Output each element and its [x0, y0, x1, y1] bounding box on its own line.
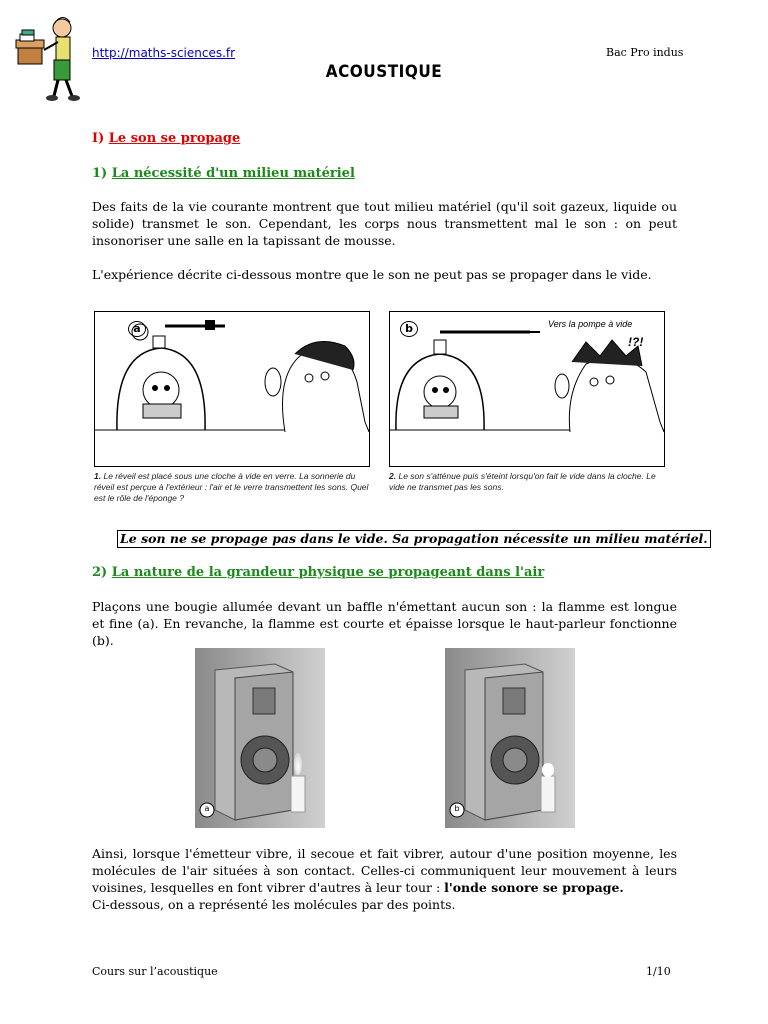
exclaim-label: !?!: [628, 335, 644, 349]
level-label: Bac Pro indus: [606, 46, 684, 59]
photo-b-label: b: [454, 804, 460, 813]
speaker-photo-b: [445, 648, 575, 828]
subsection-heading-2: [92, 565, 544, 580]
paragraph-media: Des faits de la vie courante montrent que tout milieu matériel (qu'il soit gazeux, liquide ou solide) transmet le son. Cependant, les corps nous transmettent mal le son : on peut insonoriser une salle en la tapissant de mousse.: [92, 199, 677, 248]
page-title: ACOUSTIQUE: [325, 62, 443, 82]
bell-jar-figure: [94, 311, 664, 509]
section-heading: [92, 131, 240, 146]
caption-1-text: Le réveil est placé sous une cloche à vide en verre. La sonnerie du réveil est perçue à l'extérieur : l'air et le verre transmettent les sons. Quel est le rôle de l'éponge ?: [94, 471, 369, 503]
conclusion-box: Le son ne se propage pas dans le vide. Sa propagation nécessite un milieu matériel.: [117, 530, 711, 548]
subsection-title: La nature de la grandeur physique se propageant dans l'air: [111, 565, 545, 580]
caption-2-text: Le son s'atténue puis s'éteint lorsqu'on fait le vide dans la cloche. Le vide ne transmet pas les sons.: [389, 471, 656, 492]
caption-2: [389, 471, 665, 493]
section-title: Le son se propage: [108, 131, 241, 146]
footer-course: Cours sur l’acoustique: [92, 965, 218, 978]
panel-b-illustration: [389, 311, 665, 467]
caption-2-number: 2.: [389, 471, 397, 481]
speaker-photo-a: [195, 648, 325, 828]
panel-a-label: a: [128, 321, 146, 337]
pump-label: Vers la pompe à vide: [548, 319, 633, 329]
section-number: I): [92, 131, 105, 146]
caption-1-number: 1.: [94, 471, 102, 481]
panel-b-label: b: [400, 321, 418, 337]
photo-a-label: a: [204, 804, 210, 813]
caption-1: [94, 471, 370, 504]
paragraph-wave: [92, 845, 677, 896]
footer-page-number: 1/10: [646, 965, 671, 978]
subsection-title: La nécessité d'un milieu matériel: [111, 166, 355, 181]
wave-emphasis: l'onde sonore se propage.: [444, 880, 624, 895]
wave-text: Ainsi, lorsque l'émetteur vibre, il secoue et fait vibrer, autour d'une position moyenne, les molécules de l'air situées à son contact. Celles-ci communiquent leur mouvement à leurs voisines, lesquelles en font vibrer d'autres à leur tour :: [92, 846, 677, 895]
teacher-logo-icon: [14, 10, 88, 104]
site-link[interactable]: http://maths-sciences.fr: [92, 46, 236, 60]
subsection-number: 1): [92, 166, 108, 181]
paragraph-molecules: Ci-dessous, on a représenté les molécules par des points.: [92, 897, 456, 912]
paragraph-experiment: L'expérience décrite ci-dessous montre que le son ne peut pas se propager dans le vide.: [92, 267, 652, 282]
subsection-heading-1: [92, 166, 355, 181]
subsection-number: 2): [92, 565, 108, 580]
paragraph-candle: Plaçons une bougie allumée devant un baffle n'émettant aucun son : la flamme est longue et fine (a). En revanche, la flamme est courte et épaisse lorsque le haut-parleur fonctionne (b).: [92, 599, 677, 648]
